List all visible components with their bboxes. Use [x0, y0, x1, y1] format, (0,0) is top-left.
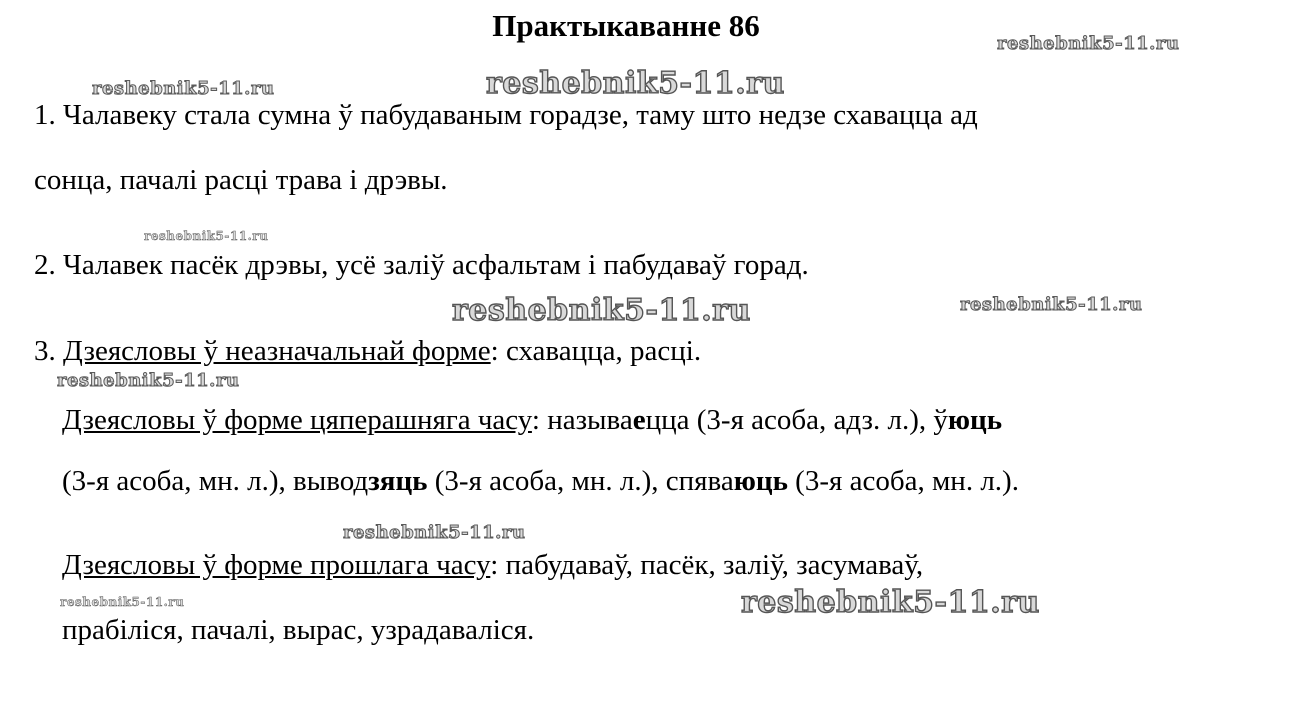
watermark: reshebnik5-11.ru: [92, 78, 275, 99]
present-text: (3-я асоба, мн. л.), спява: [427, 465, 734, 497]
past-tense-line-2: прабіліся, пачалі, вырас, узрадаваліся.: [62, 614, 535, 646]
watermark: reshebnik5-11.ru: [741, 585, 1040, 620]
page-title: Практыкаванне 86: [492, 8, 760, 43]
watermark: reshebnik5-11.ru: [144, 229, 269, 243]
ending-bold: юць: [733, 465, 788, 497]
present-text: цца (3-я асоба, адз. л.),: [645, 404, 934, 436]
paragraph-3-number: 3.: [34, 335, 63, 367]
watermark: reshebnik5-11.ru: [60, 595, 185, 609]
watermark: reshebnik5-11.ru: [343, 522, 526, 543]
watermark: reshebnik5-11.ru: [57, 370, 240, 391]
paragraph-1-line-2: сонца, пачалі расці трава і дрэвы.: [34, 164, 448, 196]
infinitive-verbs: схавацца, расці.: [505, 335, 702, 367]
infinitive-separator: :: [490, 335, 506, 367]
paragraph-1-line-1: 1. Чалавеку стала сумна ў пабудаваным горадзе, таму што недзе схавацца ад: [34, 99, 978, 131]
present-tense-line-1: [62, 403, 1002, 437]
watermark: reshebnik5-11.ru: [452, 293, 751, 328]
present-text: : называ: [531, 404, 633, 436]
ending-bold: зяць: [368, 465, 428, 497]
present-tense-line-2: [62, 464, 1019, 498]
paragraph-3-infinitive: [34, 334, 701, 368]
present-text: (3-я асоба, мн. л.).: [787, 465, 1019, 497]
past-tense-label: Дзеясловы ў форме прошлага часу: [62, 549, 491, 581]
ending-bold: юць: [947, 404, 1003, 436]
watermark: reshebnik5-11.ru: [960, 294, 1143, 315]
present-text: ў: [933, 404, 948, 436]
watermark: reshebnik5-11.ru: [486, 66, 785, 101]
paragraph-2: 2. Чалавек пасёк дрэвы, усё заліў асфальтам і пабудаваў горад.: [34, 249, 809, 281]
present-text: (3-я асоба, мн. л.), вывод: [62, 465, 369, 497]
past-tense-verbs: : пабудаваў, пасёк, заліў, засумаваў,: [490, 549, 924, 581]
past-tense-line-1: [62, 548, 923, 582]
watermark: reshebnik5-11.ru: [997, 33, 1180, 54]
infinitive-label: Дзеясловы ў неазначальнай форме: [63, 335, 491, 367]
present-tense-label: Дзеясловы ў форме цяперашняга часу: [62, 404, 532, 436]
ending-bold: е: [632, 404, 646, 436]
